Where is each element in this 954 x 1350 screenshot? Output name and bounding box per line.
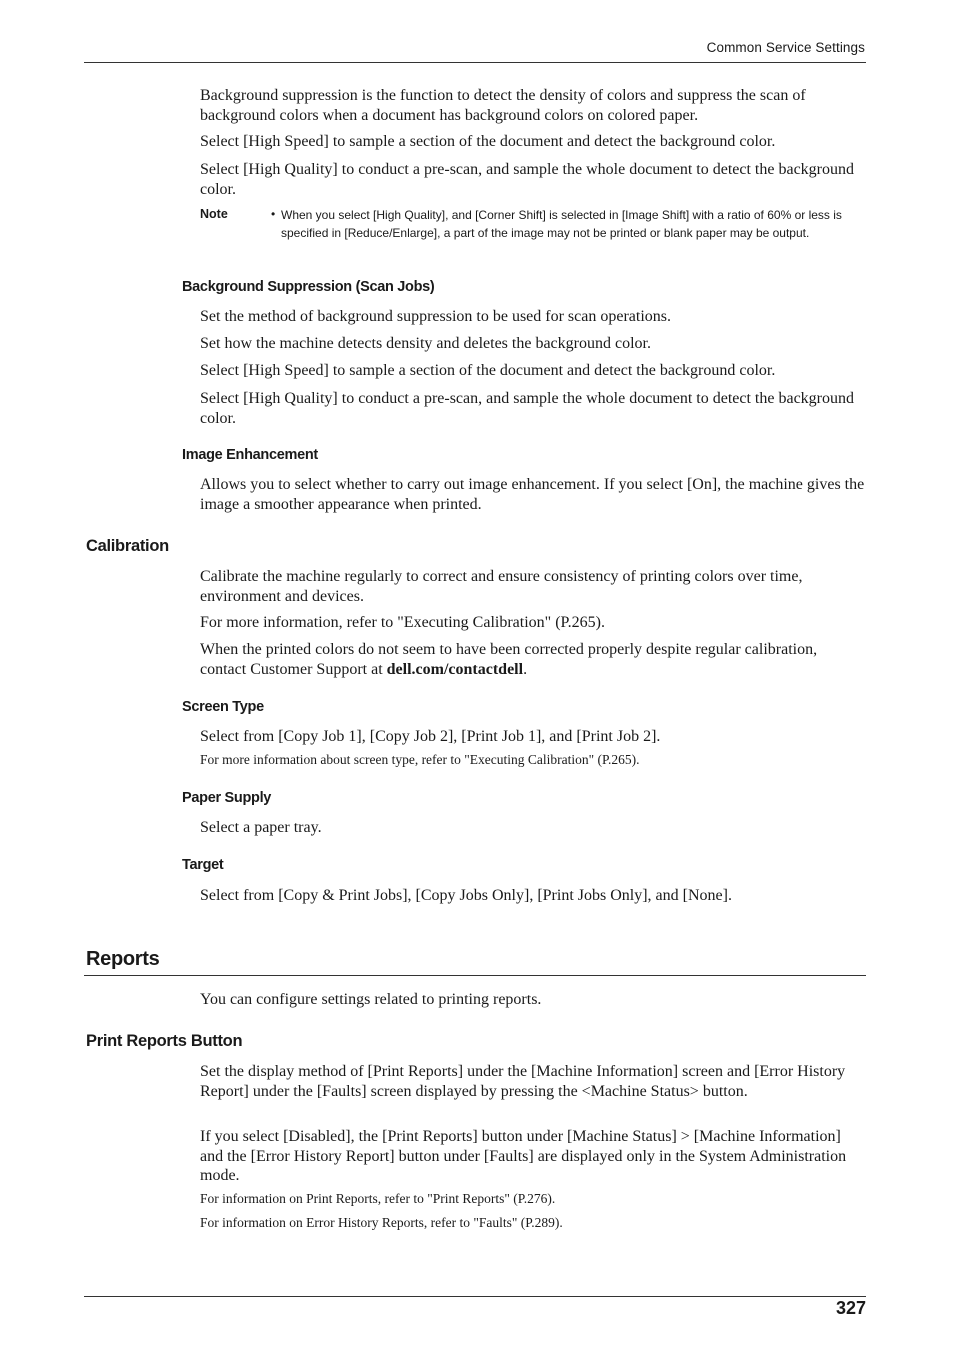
calibration-paragraph-3-end: . [523,660,528,678]
page-number: 327 [835,1298,866,1318]
bg-scan-paragraph-1: Set the method of background suppression to be used for scan operations. [200,308,672,325]
header-rule [84,62,866,63]
reports-rule [84,975,866,976]
heading-calibration: Calibration [86,537,169,555]
heading-target: Target [182,857,224,873]
reports-paragraph: You can configure settings related to printing reports. [200,991,542,1008]
bg-scan-paragraph-2: Set how the machine detects density and deletes the background color. [200,335,651,352]
note-label: Note [200,207,228,221]
dell-contact-link[interactable]: dell.com/contactdell [386,660,524,678]
paper-supply-paragraph: Select a paper tray. [200,819,322,836]
running-header: Common Service Settings [706,40,865,55]
heading-image-enhancement: Image Enhancement [182,447,318,463]
heading-screen-type: Screen Type [182,699,264,715]
heading-paper-supply: Paper Supply [182,790,272,806]
note-text: When you select [High Quality], and [Corner Shift] is selected in [Image Shift] with a ratio of 60% or less is specified in [Reduce/Enlarge], a part of the image may not be printed or blank paper may be output. [281,208,842,240]
target-paragraph: Select from [Copy & Print Jobs], [Copy Jobs Only], [Print Jobs Only], and [None]. [200,887,732,904]
intro-paragraph-2: Select [High Speed] to sample a section of the document and detect the background color. [200,133,776,150]
calibration-paragraph-3 [200,640,866,679]
heading-bg-suppression-scan: Background Suppression (Scan Jobs) [182,279,435,295]
intro-paragraph-1: Background suppression is the function to detect the density of colors and suppress the scan of background colors when a document has background colors on colored paper. [200,87,806,124]
note-bullet: • [271,207,276,221]
footer-rule [84,1296,866,1297]
heading-reports: Reports [86,948,160,970]
print-reports-paragraph-1: Set the display method of [Print Reports] under the [Machine Information] screen and [Error History Report] under the [Faults] screen displayed by pressing the <Machine Status> button. [200,1063,846,1100]
print-reports-paragraph-3: For information on Print Reports, refer to "Print Reports" (P.276). [200,1191,556,1206]
bg-scan-paragraph-3: Select [High Speed] to sample a section of the document and detect the background color. [200,362,776,379]
calibration-paragraph-3-text: When the printed colors do not seem to have been corrected properly despite regular calibration, contact Customer Support at [200,641,818,678]
bg-scan-paragraph-4: Select [High Quality] to conduct a pre-scan, and sample the whole document to detect the background color. [200,390,855,427]
calibration-paragraph-1: Calibrate the machine regularly to correct and ensure consistency of printing colors over time, environment and devices. [200,568,803,605]
intro-paragraph-3: Select [High Quality] to conduct a pre-scan, and sample the whole document to detect the background color. [200,161,855,198]
image-enhancement-paragraph: Allows you to select whether to carry out image enhancement. If you select [On], the machine gives the image a smoother appearance when printed. [200,476,865,513]
calibration-paragraph-2: For more information, refer to "Executing Calibration" (P.265). [200,614,605,631]
print-reports-paragraph-2: If you select [Disabled], the [Print Reports] button under [Machine Status] > [Machine Information] and the [Error History Report] button under [Faults] are displayed only in the System Administration mode. [200,1128,847,1184]
screen-type-paragraph-1: Select from [Copy Job 1], [Copy Job 2], [Print Job 1], and [Print Job 2]. [200,728,661,745]
screen-type-paragraph-2: For more information about screen type, refer to "Executing Calibration" (P.265). [200,752,640,767]
print-reports-paragraph-4: For information on Error History Reports, refer to "Faults" (P.289). [200,1215,563,1230]
heading-print-reports-button: Print Reports Button [86,1032,243,1050]
